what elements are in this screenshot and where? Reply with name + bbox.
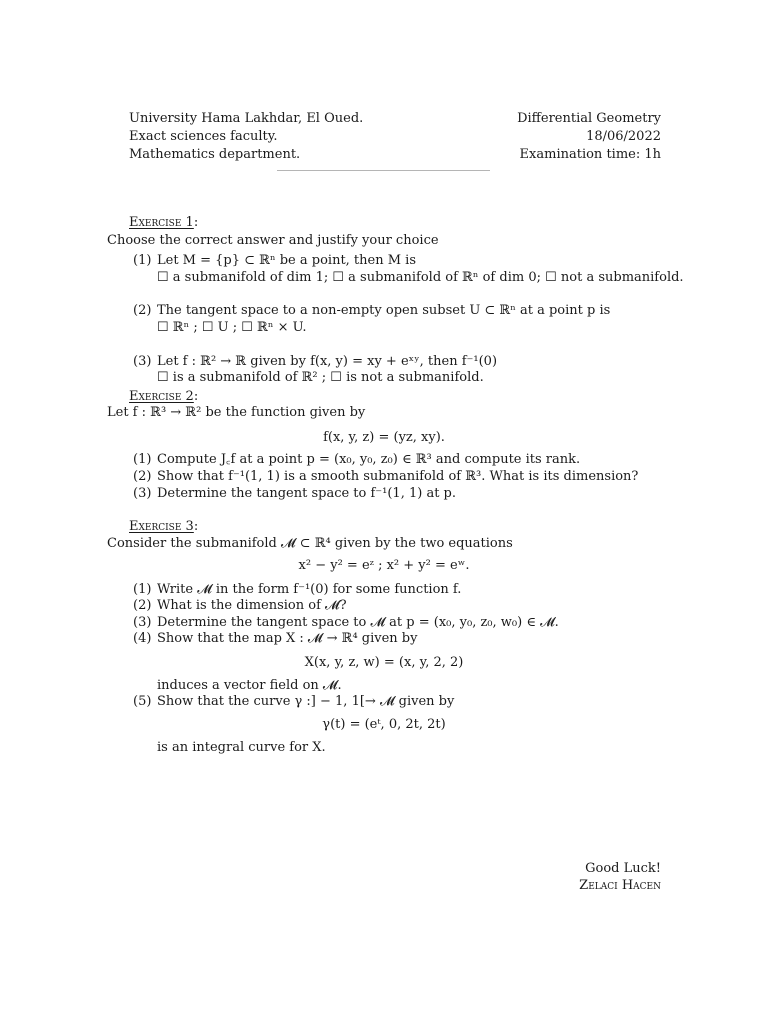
header-course <box>517 110 661 164</box>
exercise-3-title: Exercise 3 <box>129 519 194 534</box>
exercise-3-heading: Exercise 3: <box>129 519 199 534</box>
question-number: (2) <box>133 598 152 613</box>
question-text: Compute J꜀f at a point p = (x₀, y₀, z₀) ∈ ℝ³ and compute its rank. <box>157 452 581 467</box>
question-number: (3) <box>133 486 152 501</box>
exercise-3-question-4-tail: induces a vector field on 𝓜. <box>157 678 342 693</box>
exercise-3-question-2 <box>133 597 347 614</box>
exercise-3-equation: x² − y² = eᶻ ; x² + y² = eʷ. <box>298 558 470 573</box>
exercise-3-question-4 <box>133 630 417 647</box>
exam-date: 18/06/2022 <box>586 129 661 144</box>
exercise-3-intro: Consider the submanifold 𝓜 ⊂ ℝ⁴ given by the two equations <box>107 536 513 551</box>
header-divider <box>277 170 490 171</box>
exercise-1-question-2 <box>133 302 610 319</box>
header-institution <box>129 110 363 164</box>
question-text: Show that f⁻¹(1, 1) is a smooth submanifold of ℝ³. What is its dimension? <box>157 469 639 484</box>
exercise-3-question-5-tail: is an integral curve for X. <box>157 740 326 755</box>
exercise-3-question-5 <box>133 693 454 710</box>
question-number: (3) <box>133 615 152 630</box>
exercise-1-question-3-options: ☐ is a submanifold of ℝ² ; ☐ is not a submanifold. <box>157 370 484 385</box>
exercise-1-title: Exercise 1 <box>129 215 194 230</box>
footer-wish: Good Luck! <box>585 861 661 876</box>
exercise-1-heading: Exercise 1: <box>129 215 199 230</box>
university-name: University Hama Lakhdar, El Oued. <box>129 111 364 126</box>
question-number: (1) <box>133 253 152 268</box>
exercise-1-question-3 <box>133 353 497 370</box>
question-text: Determine the tangent space to f⁻¹(1, 1) at p. <box>157 486 457 501</box>
question-text: Show that the curve γ :] − 1, 1[→ 𝓜 given by <box>157 694 455 709</box>
exercise-1-question-1 <box>133 252 416 269</box>
exercise-1-question-2-options: ☐ ℝⁿ ; ☐ U ; ☐ ℝⁿ × U. <box>157 320 307 335</box>
exercise-2-equation: f(x, y, z) = (yz, xy). <box>323 430 445 445</box>
footer-author: Zelaci Hacen <box>579 878 661 893</box>
exercise-2-intro: Let f : ℝ³ → ℝ² be the function given by <box>107 405 366 420</box>
exercise-1-question-1-options: ☐ a submanifold of dim 1; ☐ a submanifold of ℝⁿ of dim 0; ☐ not a submanifold. <box>157 270 684 285</box>
question-text: What is the dimension of 𝓜? <box>157 598 347 613</box>
exercise-2-question-2 <box>133 468 638 485</box>
question-number: (2) <box>133 303 152 318</box>
exercise-3-question-5-equation: γ(t) = (eᵗ, 0, 2t, 2t) <box>322 717 446 732</box>
exercise-2-question-1 <box>133 451 580 468</box>
question-text: Let M = {p} ⊂ ℝⁿ be a point, then M is <box>157 253 416 268</box>
exercise-3-question-1 <box>133 581 461 598</box>
question-number: (5) <box>133 694 152 709</box>
exercise-2-heading: Exercise 2: <box>129 389 199 404</box>
exam-duration: Examination time: 1h <box>519 147 661 162</box>
exercise-3-question-4-equation: X(x, y, z, w) = (x, y, 2, 2) <box>304 655 464 670</box>
question-number: (3) <box>133 354 152 369</box>
exercise-3-question-3 <box>133 614 559 631</box>
question-text: Write 𝓜 in the form f⁻¹(0) for some function f. <box>157 582 462 597</box>
question-number: (1) <box>133 582 152 597</box>
exercise-2-title: Exercise 2 <box>129 389 194 404</box>
question-text: Show that the map X : 𝓜 → ℝ⁴ given by <box>157 631 418 646</box>
course-title: Differential Geometry <box>517 111 661 126</box>
exercise-1-intro: Choose the correct answer and justify your choice <box>107 233 439 248</box>
question-text: Determine the tangent space to 𝓜 at p = (x₀, y₀, z₀, w₀) ∈ 𝓜. <box>157 615 559 630</box>
question-text: Let f : ℝ² → ℝ given by f(x, y) = xy + eˣʸ, then f⁻¹(0) <box>157 354 498 369</box>
question-number: (4) <box>133 631 152 646</box>
question-number: (2) <box>133 469 152 484</box>
question-text: The tangent space to a non-empty open subset U ⊂ ℝⁿ at a point p is <box>157 303 611 318</box>
question-number: (1) <box>133 452 152 467</box>
exercise-2-question-3 <box>133 485 456 502</box>
faculty-name: Exact sciences faculty. <box>129 129 278 144</box>
department-name: Mathematics department. <box>129 147 301 162</box>
